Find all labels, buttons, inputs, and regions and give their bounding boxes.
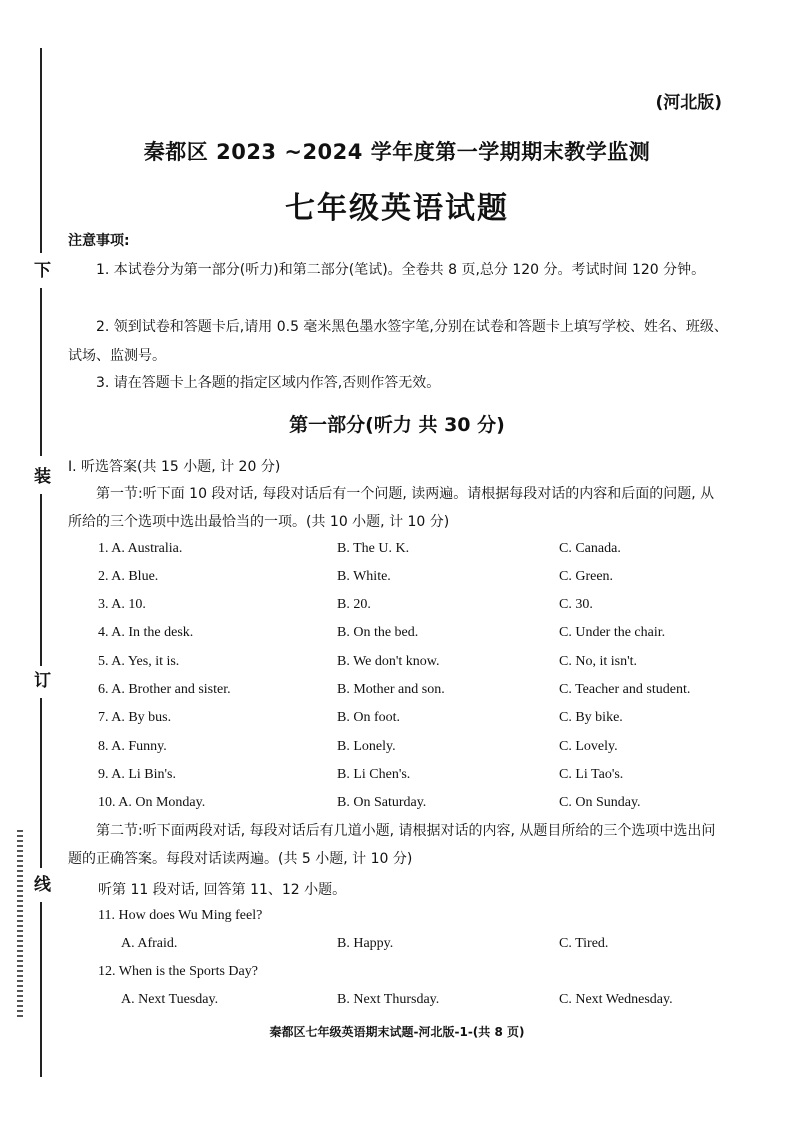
option-c: C. 30. [559,597,593,612]
option-b: B. White. [337,569,391,584]
notice-item: 1. 本试卷分为第一部分(听力)和第二部分(笔试)。全卷共 8 页,总分 120 分。考试时间 120 分钟。 [96,262,706,278]
option-c: C. Lovely. [559,739,618,754]
option-c: C. Tired. [559,936,609,951]
option-b: B. Lonely. [337,739,396,754]
question-row [0,679,794,701]
question-row [0,736,794,758]
question-stem: 11. How does Wu Ming feel? [98,908,263,923]
question-stem-row [0,905,794,927]
option-c: C. Teacher and student. [559,682,691,697]
notice-item: 3. 请在答题卡上各题的指定区域内作答,否则作答无效。 [96,375,441,391]
question-row [0,594,794,616]
option-b: B. We don't know. [337,654,440,669]
option-b: B. Li Chen's. [337,767,411,782]
option-b: B. Mother and son. [337,682,445,697]
binding-char-ding: 订 [34,671,51,691]
option-b: B. 20. [337,597,371,612]
question-row [0,707,794,729]
option-a: 7. A. By bus. [98,710,172,725]
section-heading: Ⅰ. 听选答案(共 15 小题, 计 20 分) [68,459,281,475]
option-a: 2. A. Blue. [98,569,159,584]
option-a: 6. A. Brother and sister. [98,682,231,697]
option-b: B. On the bed. [337,625,419,640]
option-b: B. Happy. [337,936,394,951]
question-row [0,622,794,644]
exam-subtitle: 七年级英语试题 [285,191,509,226]
binding-char-xia: 下 [34,261,51,281]
option-a: A. Next Tuesday. [121,992,219,1007]
option-c: C. Li Tao's. [559,767,624,782]
binding-char-zhuang: 装 [34,467,51,487]
question-row [0,651,794,673]
option-c: C. Canada. [559,541,621,556]
question-row [0,933,794,955]
section1-instructions: 第一节:听下面 10 段对话, 每段对话后有一个问题, 读两遍。请根据每段对话的内容和后面的问题, 从所给的三个选项中选出最恰当的一项。(共 10 小题, 计 10 分) [68,486,715,530]
dialogue-instruction: 听第 11 段对话, 回答第 11、12 小题。 [98,882,347,898]
option-a: 5. A. Yes, it is. [98,654,180,669]
exam-title: 秦都区 2023 ~2024 学年度第一学期期末教学监测 [143,140,651,164]
option-a: 4. A. In the desk. [98,625,194,640]
option-a: 1. A. Australia. [98,541,183,556]
option-c: C. Under the chair. [559,625,666,640]
page-footer: 秦都区七年级英语期末试题-河北版-1-(共 8 页) [269,1025,525,1039]
option-b: B. The U. K. [337,541,410,556]
question-row [0,792,794,814]
option-a: 10. A. On Monday. [98,795,206,810]
option-c: C. On Sunday. [559,795,641,810]
option-c: C. By bike. [559,710,623,725]
question-row [0,538,794,560]
option-a: 9. A. Li Bin's. [98,767,176,782]
option-a: A. Afraid. [121,936,178,951]
option-b: B. On foot. [337,710,400,725]
option-a: 3. A. 10. [98,597,146,612]
option-c: C. Next Wednesday. [559,992,673,1007]
question-row [0,989,794,1011]
question-row [0,566,794,588]
option-c: C. No, it isn't. [559,654,637,669]
notice-item: 2. 领到试卷和答题卡后,请用 0.5 毫米黑色墨水签字笔,分别在试卷和答题卡上填写学校、姓名、班级、试场、监测号。 [68,319,728,364]
question-stem-row [0,961,794,983]
section2-instructions: 第二节:听下面两段对话, 每段对话后有几道小题, 请根据对话的内容, 从题目所给的三个选项中选出问题的正确答案。每段对话读两遍。(共 5 小题, 计 10 分) [68,823,716,867]
notice-heading: 注意事项: [68,233,130,249]
edition-label: (河北版) [655,93,722,113]
binding-char-xian: 线 [34,875,51,895]
option-b: B. Next Thursday. [337,992,440,1007]
question-row [0,764,794,786]
question-stem: 12. When is the Sports Day? [98,964,258,979]
option-c: C. Green. [559,569,614,584]
part1-title: 第一部分(听力 共 30 分) [289,414,505,436]
option-b: B. On Saturday. [337,795,427,810]
option-a: 8. A. Funny. [98,739,167,754]
